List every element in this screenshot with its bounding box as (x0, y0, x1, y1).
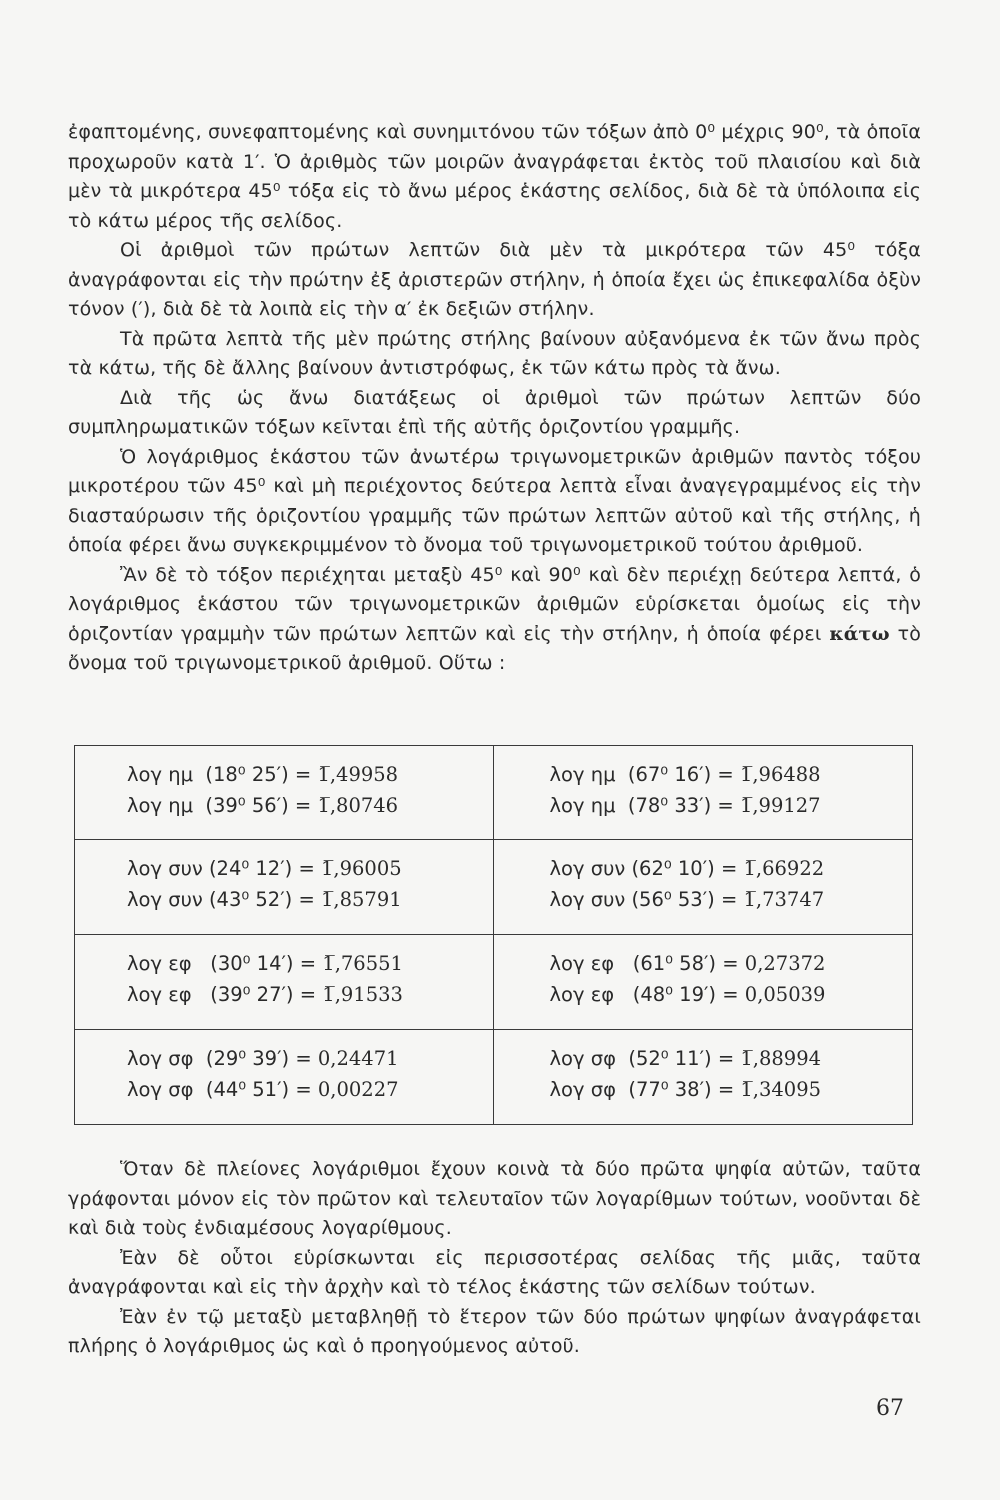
table-entry: λογ ημ (78⁰ 33′) = 1̅,99127 (549, 794, 821, 817)
table-cell-tangent-left (75, 935, 494, 1029)
table-cell-cosine-right (494, 840, 913, 934)
table-cell-sine-right (494, 746, 913, 839)
paragraph-8: Ἐὰν δὲ οὗτοι εὑρίσκωνται εἰς περισσοτέρας σελίδας τῆς μιᾶς, ταῦτα ἀναγράφονται καὶ εἰς τὴν ἀρχὴν καὶ τὸ τέλος ἑκάστης τῶν σελίδων τούτων. (68, 1246, 921, 1298)
table-entry: λογ εφ (39⁰ 27′) = 1̅,91533 (127, 983, 403, 1006)
table-entry: λογ σφ (52⁰ 11′) = 1̅,88994 (549, 1047, 822, 1070)
table-entry: λογ συν (43⁰ 52′) = 1̅,85791 (127, 888, 402, 911)
paragraph-3: Τὰ πρῶτα λεπτὰ τῆς μὲν πρώτης στήλης βαίνουν αὐξανόμενα ἐκ τῶν ἄνω πρὸς τὰ κάτω, τῆς δὲ ἄλλης βαίνουν ἀντιστρόφως, ἐκ τῶν κάτω πρὸς τὰ ἄνω. (68, 327, 921, 379)
paragraph-1: ἐφαπτομένης, συνεφαπτομένης καὶ συνημιτόνου τῶν τόξων ἀπὸ 0⁰ μέχρις 90⁰, τὰ ὁποῖα προχωροῦν κατὰ 1′. Ὁ ἀριθμὸς τῶν μοιρῶν ἀναγράφεται ἐκτὸς τοῦ πλαισίου καὶ διὰ μὲν τὰ μικρότερα 45⁰ τόξα εἰς τὸ ἄνω μέρος ἑκάστης σελίδος, διὰ δὲ τὰ ὑπόλοιπα εἰς τὸ κάτω μέρος τῆς σελίδος. (68, 121, 921, 232)
paragraph-7: Ὅταν δὲ πλείονες λογάριθμοι ἔχουν κοινὰ τὰ δύο πρῶτα ψηφία αὐτῶν, ταῦτα γράφονται μόνον εἰς τὸν πρῶτον καὶ τελευταῖον τῶν λογαρίθμων τούτων, νοοῦνται δὲ καὶ διὰ τοὺς ἐνδιαμέσους λογαρίθμους. (68, 1158, 921, 1239)
table-entry: λογ συν (56⁰ 53′) = 1̅,73747 (549, 888, 825, 911)
paragraph-2: Οἱ ἀριθμοὶ τῶν πρώτων λεπτῶν διὰ μὲν τὰ μικρότερα τῶν 45⁰ τόξα ἀναγράφονται εἰς τὴν πρώτην ἐξ ἀριστερῶν στήλην, ἡ ὁποία ἔχει ὡς ἐπικεφαλίδα ὀξὺν τόνον (′), διὰ δὲ τὰ λοιπὰ εἰς τὴν α′ ἐκ δεξιῶν στήλην. (68, 239, 921, 320)
lower-text-block (68, 1155, 921, 1362)
paragraph-9: Ἐὰν ἐν τῷ μεταξὺ μεταβληθῇ τὸ ἕτερον τῶν δύο πρώτων ψηφίων ἀναγράφεται πλήρης ὁ λογάριθμος ὡς καὶ ὁ προηγούμενος αὐτοῦ. (68, 1305, 921, 1357)
table-entry: λογ ημ (67⁰ 16′) = 1̅,96488 (549, 763, 821, 786)
table-cell-cotangent-left (75, 1030, 494, 1124)
upper-text-block (68, 118, 921, 679)
table-entry: λογ συν (24⁰ 12′) = 1̅,96005 (127, 857, 402, 880)
page-number: 67 (876, 1396, 904, 1421)
paragraph-6 (68, 561, 921, 679)
table-entry: λογ ημ (39⁰ 56′) = 1̅,80746 (127, 794, 399, 817)
table-row-cosine (75, 839, 912, 934)
paragraph-5: Ὁ λογάριθμος ἑκάστου τῶν ἀνωτέρω τριγωνομετρικῶν ἀριθμῶν παντὸς τόξου μικροτέρου τῶν 45⁰ καὶ μὴ περιέχοντος δεύτερα λεπτὰ εἶναι ἀναγεγραμμένος εἰς τὴν διασταύρωσιν τῆς ὁριζοντίου γραμμῆς τῶν πρώτων λεπτῶν αὐτοῦ καὶ τῆς στήλης, ἡ ὁποία φέρει ἄνω συγκεκριμμένον τὸ ὄνομα τοῦ τριγωνομετρικοῦ τούτου ἀριθμοῦ. (68, 445, 921, 556)
table-cell-cosine-left (75, 840, 494, 934)
table-entry: λογ εφ (30⁰ 14′) = 1̅,76551 (127, 952, 403, 975)
paragraph-6-text: Ἂν δὲ τὸ τόξον περιέχηται μεταξὺ 45⁰ καὶ 90⁰ καὶ δὲν περιέχῃ δεύτερα λεπτά, ὁ λογάριθμος ἑκάστου τῶν τριγωνομετρικῶν ἀριθμῶν εὑρίσκεται ὁμοίως εἰς τὴν ὁριζοντίαν γραμμὴν τῶν πρώτων λεπτῶν καὶ εἰς τὴν στήλην, ἡ ὁποία φέρει (68, 563, 921, 645)
paragraph-4: Διὰ τῆς ὡς ἄνω διατάξεως οἱ ἀριθμοὶ τῶν πρώτων λεπτῶν δύο συμπληρωματικῶν τόξων κεῖνται ἐπὶ τῆς αὐτῆς ὁριζοντίου γραμμῆς. (68, 386, 921, 438)
table-cell-sine-left (75, 746, 494, 839)
table-cell-tangent-right (494, 935, 913, 1029)
table-entry: λογ συν (62⁰ 10′) = 1̅,66922 (549, 857, 825, 880)
table-entry: λογ σφ (44⁰ 51′) = 0,00227 (127, 1078, 399, 1101)
table-row-tangent (75, 934, 912, 1029)
table-row-sine (75, 746, 912, 839)
paragraph-6-text-end: τὸ ὄνομα τοῦ τριγωνομετρικοῦ ἀριθμοῦ. Οὕτω : (68, 622, 921, 674)
table-entry: λογ εφ (61⁰ 58′) = 0,27372 (549, 952, 826, 975)
table-cell-cotangent-right (494, 1030, 913, 1124)
table-entry: λογ σφ (77⁰ 38′) = 1̅,34095 (549, 1078, 822, 1101)
paragraph-6-bold-word: κάτω (829, 622, 890, 645)
table-entry: λογ σφ (29⁰ 39′) = 0,24471 (127, 1047, 399, 1070)
table-entry: λογ εφ (48⁰ 19′) = 0,05039 (549, 983, 826, 1006)
logarithm-examples-table (74, 745, 913, 1125)
table-row-cotangent (75, 1029, 912, 1124)
table-entry: λογ ημ (18⁰ 25′) = 1̅,49958 (127, 763, 399, 786)
